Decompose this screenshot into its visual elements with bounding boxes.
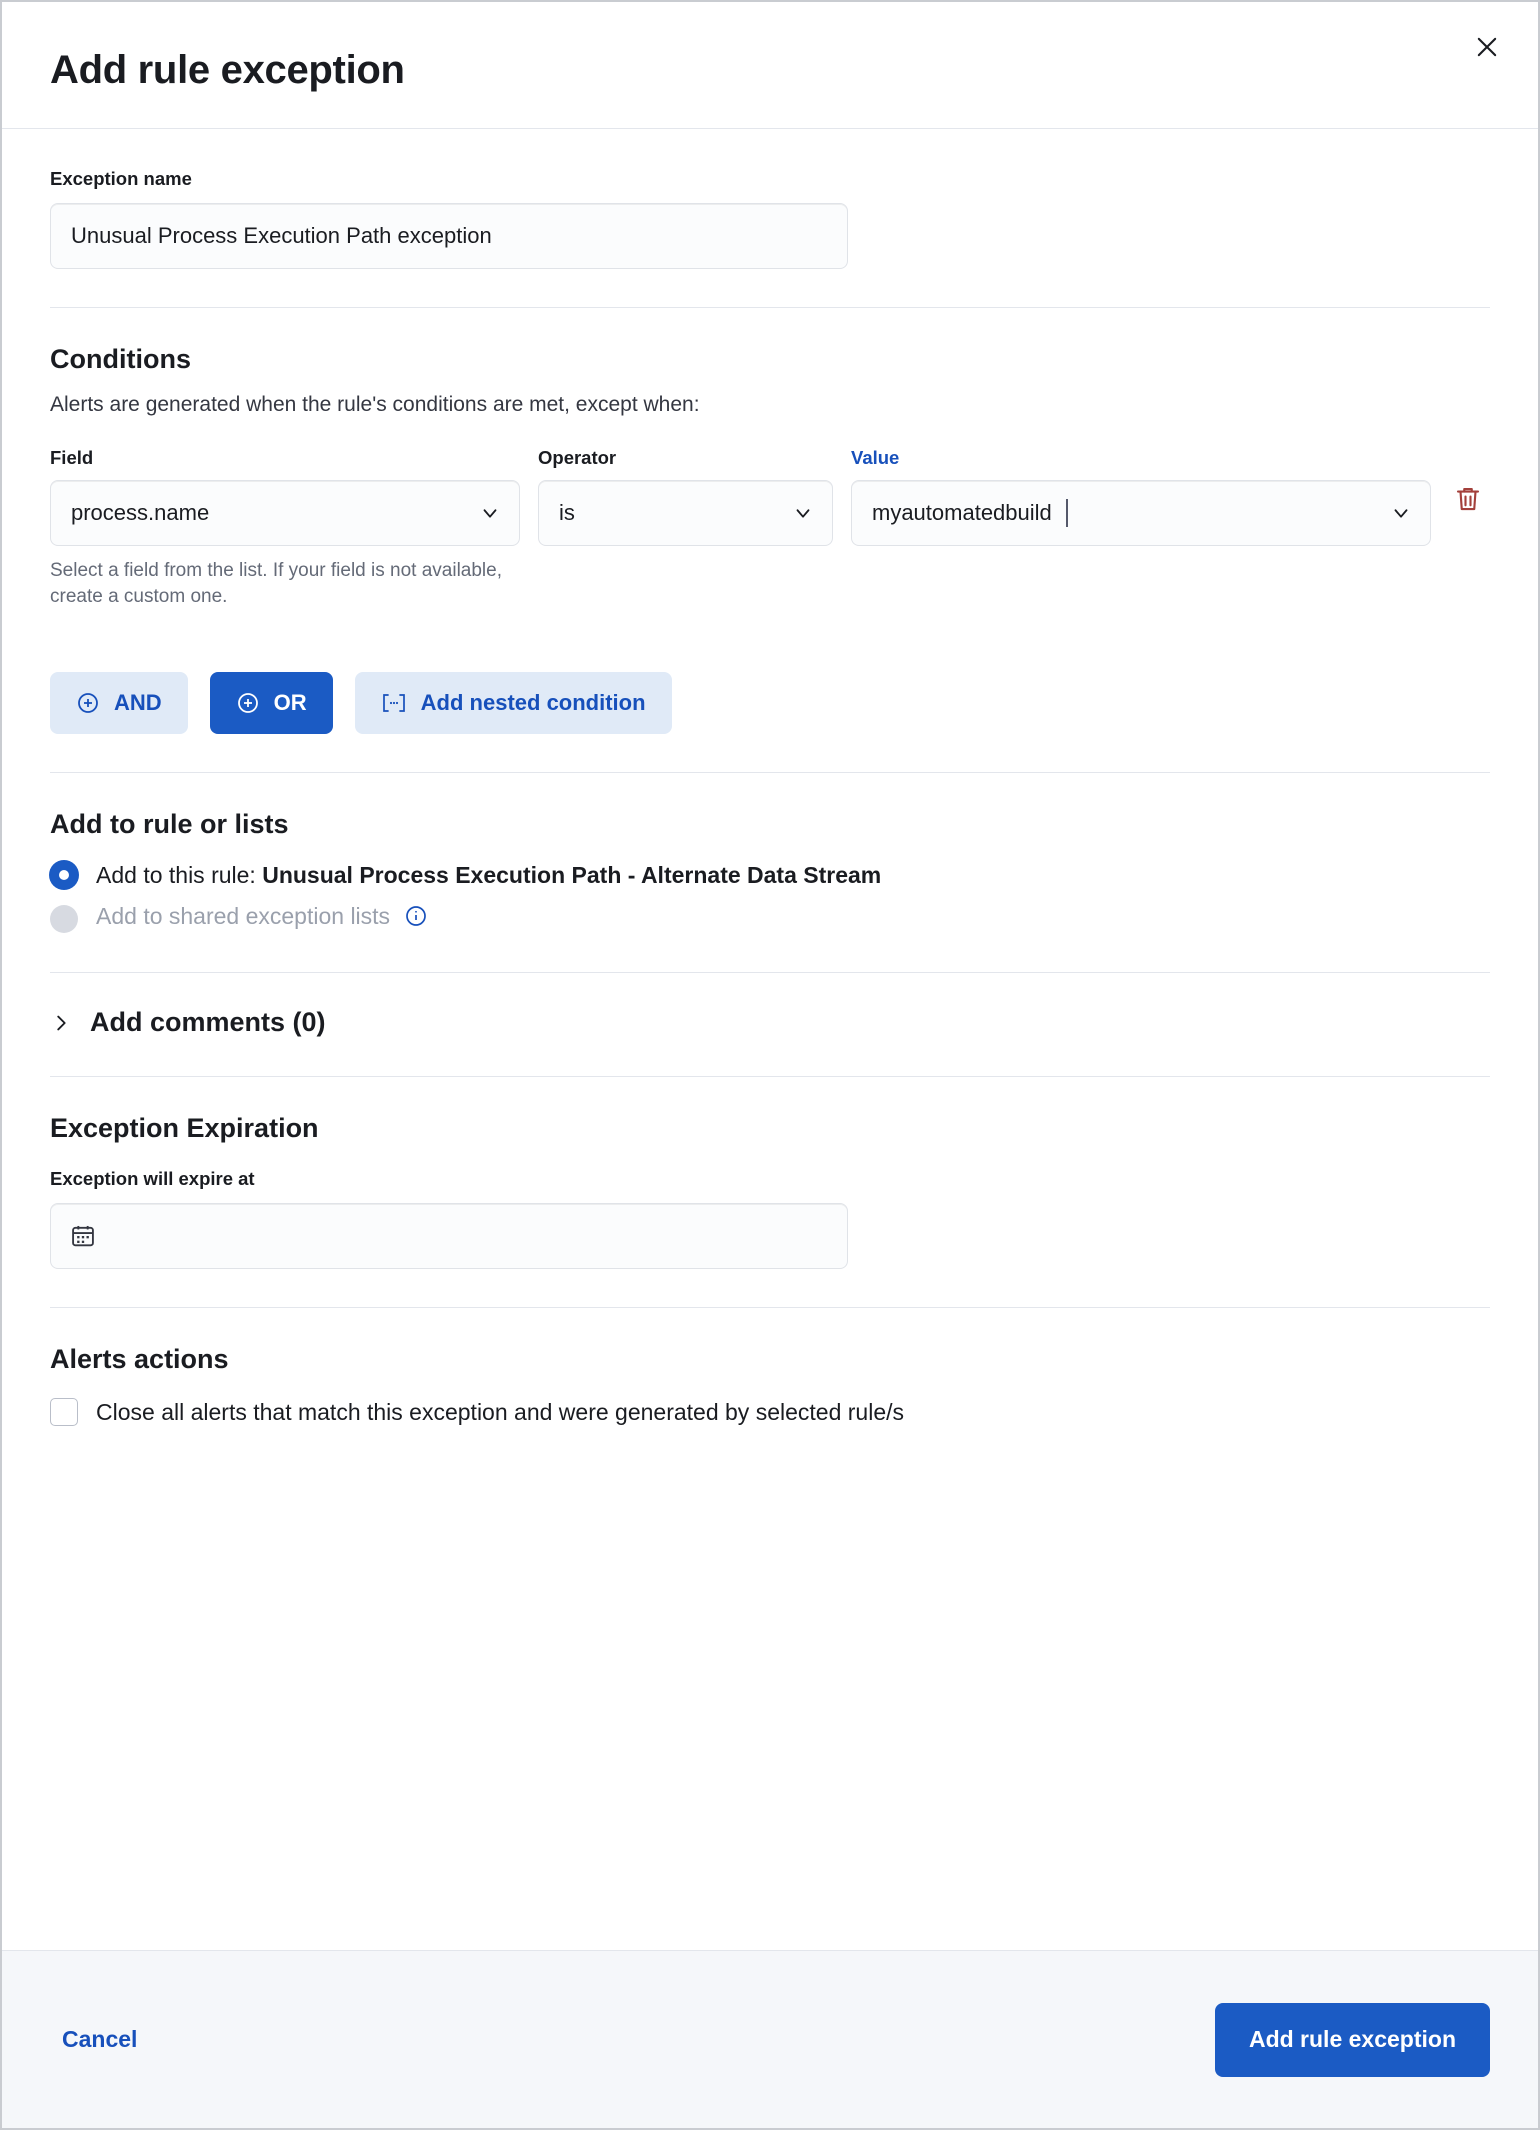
add-nested-condition-label: Add nested condition — [420, 690, 646, 715]
flyout-header — [2, 2, 1538, 129]
chevron-down-icon — [792, 502, 814, 524]
alerts-actions-title: Alerts actions — [50, 1344, 229, 1374]
operator-column-header: Operator — [538, 447, 617, 468]
page-title: Add rule exception — [50, 48, 405, 92]
radio-indicator — [50, 905, 78, 933]
cancel-button[interactable]: Cancel — [50, 2016, 149, 2063]
comments-section — [50, 973, 1490, 1038]
operator-column — [538, 446, 833, 546]
value-column-header: Value — [851, 447, 900, 468]
alerts-actions-section — [50, 1308, 1490, 1426]
add-comments-label: Add comments (0) — [90, 1007, 326, 1037]
add-rule-exception-button[interactable]: Add rule exception — [1215, 2003, 1490, 2077]
radio-option-this-rule[interactable] — [50, 861, 1490, 889]
field-help-text: Select a field from the list. If your field is not available, create a custom one. — [50, 560, 502, 607]
add-or-label: OR — [273, 690, 307, 715]
expiration-field-label: Exception will expire at — [50, 1168, 255, 1189]
value-combobox[interactable] — [851, 480, 1431, 546]
field-column — [50, 446, 520, 610]
info-icon[interactable] — [404, 907, 428, 933]
plus-circle-icon — [236, 691, 260, 715]
add-comments-toggle[interactable] — [50, 1007, 1490, 1038]
field-select[interactable] — [50, 480, 520, 546]
close-alerts-checkbox[interactable] — [50, 1398, 78, 1426]
exception-name-label: Exception name — [50, 168, 192, 189]
exception-name-group — [50, 129, 1490, 269]
radio-option-this-rule-label — [96, 862, 881, 889]
value-column — [851, 446, 1431, 546]
value-combobox-value: myautomatedbuild — [872, 500, 1052, 525]
add-nested-condition-button[interactable] — [355, 672, 672, 734]
flyout-footer — [2, 1950, 1538, 2128]
exception-name-input[interactable]: Unusual Process Execution Path exception — [50, 203, 848, 269]
conditions-title: Conditions — [50, 344, 191, 374]
radio-option-shared-lists[interactable] — [50, 903, 1490, 934]
condition-row — [50, 446, 1490, 610]
close-alerts-checkbox-label: Close all alerts that match this exception and were generated by selected rule/s — [96, 1398, 904, 1425]
field-column-header: Field — [50, 447, 94, 468]
add-to-rule-title: Add to rule or lists — [50, 809, 289, 839]
expiration-date-input[interactable] — [50, 1203, 848, 1269]
add-to-rule-or-lists-section — [50, 773, 1490, 934]
plus-circle-icon — [76, 691, 100, 715]
field-select-value: process.name — [71, 500, 210, 525]
radio-option-shared-lists-text: Add to shared exception lists — [96, 903, 391, 929]
condition-buttons — [50, 672, 1490, 734]
radio-option-shared-lists-label — [96, 903, 428, 934]
calendar-icon — [69, 1222, 97, 1250]
chevron-down-icon — [479, 502, 501, 524]
add-and-button[interactable] — [50, 672, 188, 734]
chevron-right-icon — [50, 1010, 72, 1036]
conditions-section — [50, 308, 1490, 734]
nested-brackets-icon — [381, 692, 407, 714]
close-alerts-checkbox-row[interactable] — [50, 1398, 1490, 1426]
trash-icon[interactable] — [1449, 480, 1487, 518]
operator-select[interactable] — [538, 480, 833, 546]
close-icon[interactable] — [1464, 24, 1510, 70]
conditions-description: Alerts are generated when the rule's conditions are met, except when: — [50, 393, 700, 416]
add-and-label: AND — [114, 690, 162, 715]
radio-option-this-rule-prefix: Add to this rule: — [96, 861, 263, 888]
text-cursor — [1066, 499, 1068, 527]
add-or-button[interactable] — [210, 672, 333, 734]
exception-expiration-title: Exception Expiration — [50, 1113, 319, 1143]
exception-expiration-section — [50, 1077, 1490, 1269]
radio-indicator — [50, 861, 78, 889]
flyout-body — [2, 129, 1538, 1950]
chevron-down-icon — [1390, 502, 1412, 524]
radio-option-rule-name: Unusual Process Execution Path - Alternate Data Stream — [262, 861, 882, 888]
operator-select-value: is — [559, 500, 575, 525]
